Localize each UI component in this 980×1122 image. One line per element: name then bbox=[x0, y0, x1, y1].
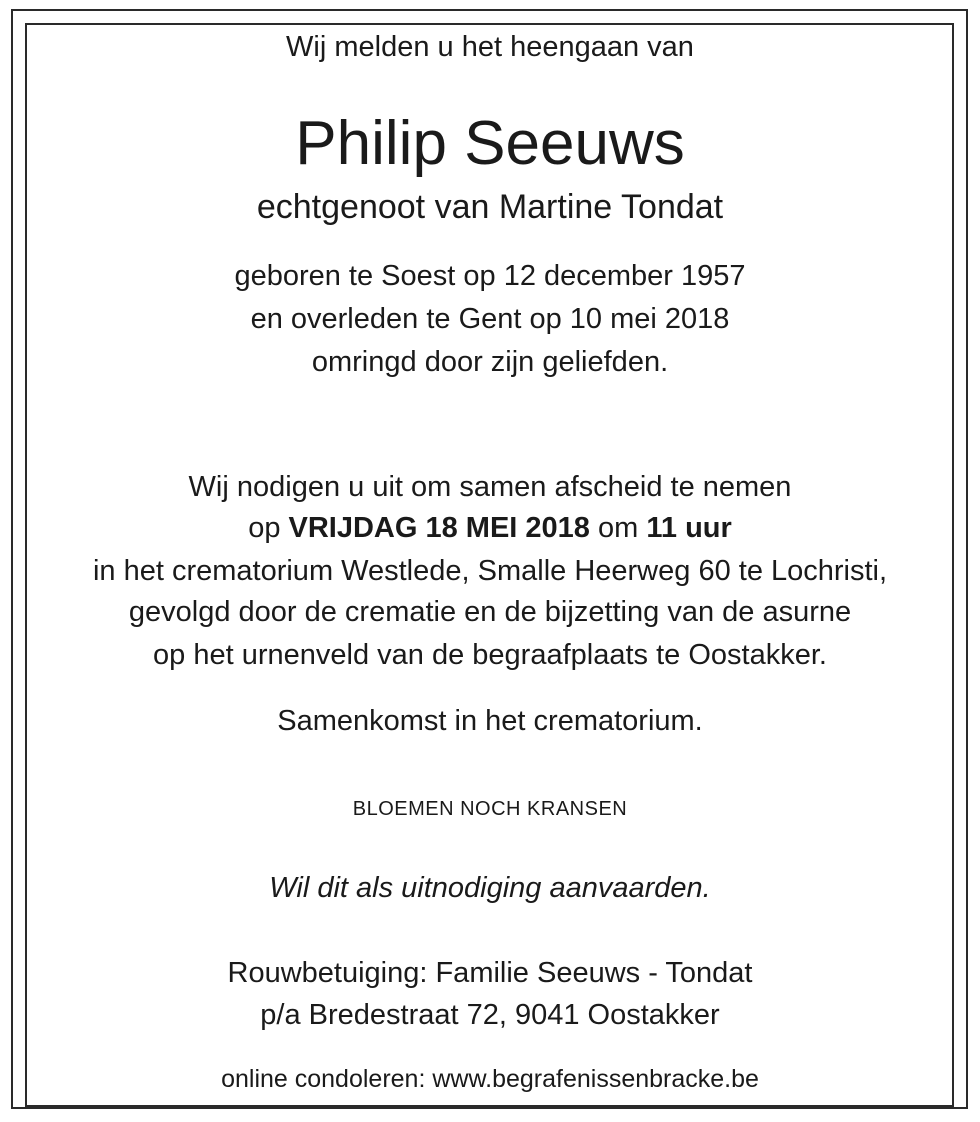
death-line: en overleden te Gent op 10 mei 2018 bbox=[250, 303, 730, 335]
gathering-line: Samenkomst in het crematorium. bbox=[277, 705, 703, 737]
birth-line: geboren te Soest op 12 december 1957 bbox=[234, 260, 746, 292]
urn-field-line: op het urnenveld van de begraafplaats te Oostakker. bbox=[153, 639, 827, 671]
cremation-line: gevolgd door de crematie en de bijzetting van de asurne bbox=[128, 596, 852, 628]
deceased-name: Philip Seeuws bbox=[295, 109, 685, 178]
invitation-note: Wil dit als uitnodiging aanvaarden. bbox=[269, 872, 711, 904]
ceremony-place-line: in het crematorium Westlede, Smalle Heerweg 60 te Lochristi, bbox=[92, 555, 888, 587]
surrounded-line: omringd door zijn geliefden. bbox=[311, 346, 669, 378]
ceremony-time: 11 uur bbox=[646, 512, 732, 544]
condolences-line: Rouwbetuiging: Familie Seeuws - Tondat bbox=[227, 957, 753, 989]
ceremony-date-line bbox=[0, 514, 980, 543]
spouse-line: echtgenoot van Martine Tondat bbox=[256, 188, 724, 226]
online-condolences-line: online condoleren: www.begrafenissenbracke.be bbox=[221, 1065, 759, 1093]
ceremony-date: VRIJDAG 18 MEI 2018 bbox=[288, 512, 590, 544]
date-prefix: op bbox=[248, 512, 281, 544]
announcement-line: Wij melden u het heengaan van bbox=[286, 31, 694, 63]
time-prefix: om bbox=[598, 512, 639, 544]
flowers-note: BLOEMEN NOCH KRANSEN bbox=[352, 798, 628, 820]
address-line: p/a Bredestraat 72, 9041 Oostakker bbox=[260, 999, 720, 1031]
farewell-invitation-line: Wij nodigen u uit om samen afscheid te nemen bbox=[188, 471, 792, 503]
